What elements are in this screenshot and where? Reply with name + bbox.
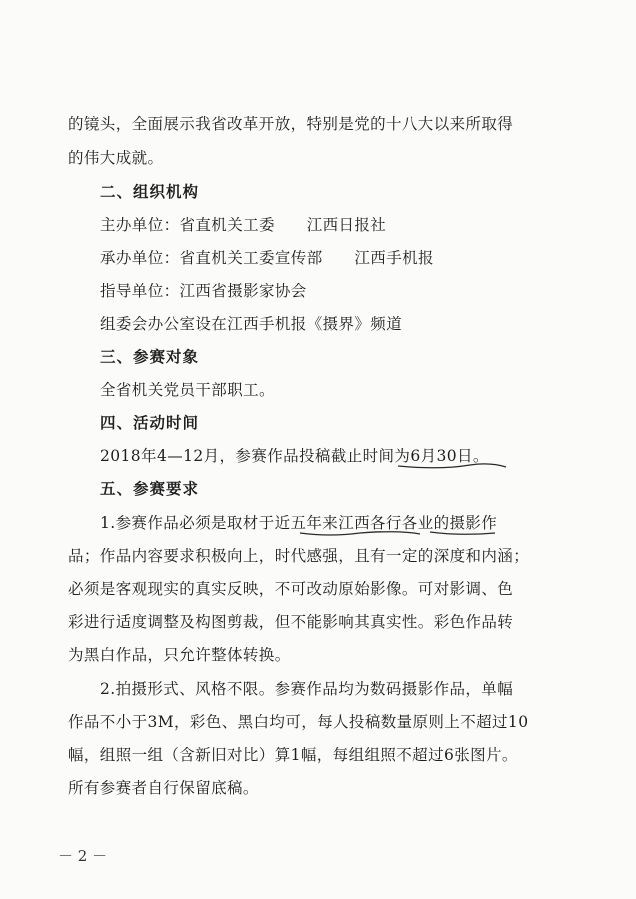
page-number: － 2 － (58, 847, 108, 865)
text-line: 2.拍摄形式、风格不限。参赛作品均为数码摄影作品，单幅 (100, 680, 514, 698)
section-heading-time: 四、活动时间 (100, 414, 200, 432)
text-line: 作品不小于3M，彩色、黑白均可，每人投稿数量原则上不超过10 (68, 713, 529, 731)
text-line: 彩进行适度调整及构图剪裁，但不能影响其真实性。彩色作品转 (68, 613, 514, 631)
schedule-line: 2018年4—12月，参赛作品投稿截止时间为6月30日。 (100, 447, 489, 465)
text-line: 的镜头，全面展示我省改革开放，特别是党的十八大以来所取得 (68, 115, 514, 133)
text-line: 的伟大成就。 (68, 149, 164, 167)
text-line: 品；作品内容要求积极向上，时代感强，且有一定的深度和内涵； (68, 547, 530, 565)
text-line: 1.参赛作品必须是取材于近五年来江西各行各业的摄影作 (100, 514, 498, 532)
guidance-unit-line: 指导单位：江西省摄影家协会 (100, 282, 307, 300)
text-line: 为黑白作品，只允许整体转换。 (68, 646, 291, 664)
section-heading-organization: 二、组织机构 (100, 183, 200, 201)
committee-office-line: 组委会办公室设在江西手机报《摄界》频道 (100, 315, 403, 333)
organizer-line: 主办单位：省直机关工委 江西日报社 (100, 216, 387, 234)
section-heading-requirements: 五、参赛要求 (100, 480, 200, 498)
co-organizer-line: 承办单位：省直机关工委宣传部 江西手机报 (100, 249, 434, 267)
text-line: 必须是客观现实的真实反映，不可改动原始影像。可对影调、色 (68, 580, 514, 598)
text-line: 幅，组照一组（含新旧对比）算1幅，每组组照不超过6张图片。 (68, 746, 518, 764)
participants-line: 全省机关党员干部职工。 (100, 381, 275, 399)
section-heading-participants: 三、参赛对象 (100, 348, 200, 366)
text-line: 所有参赛者自行保留底稿。 (68, 779, 259, 797)
